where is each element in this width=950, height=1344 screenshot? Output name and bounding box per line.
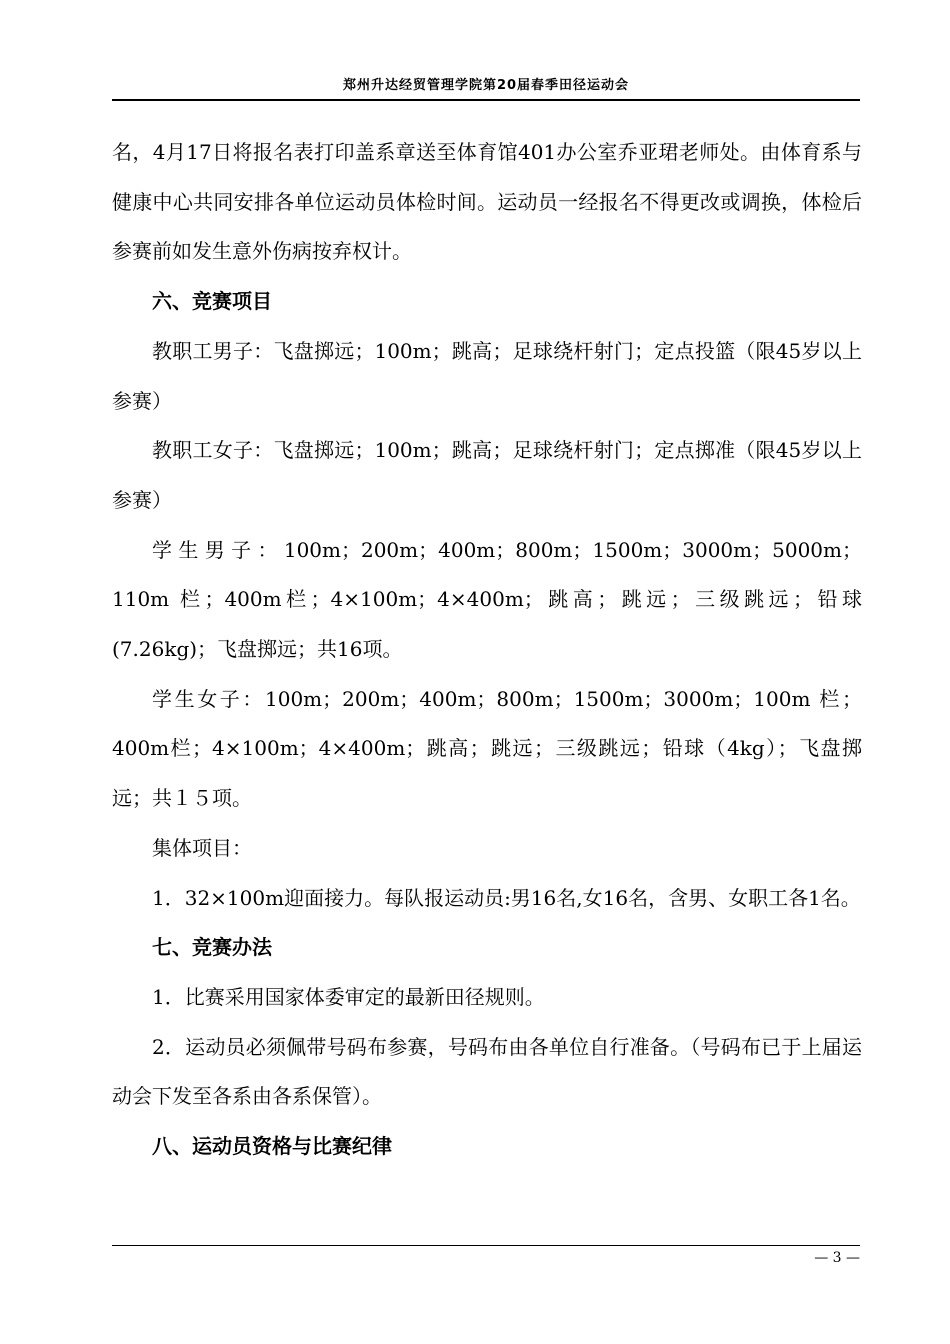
- section-heading: 六、竞赛项目: [152, 289, 272, 314]
- header-rule: [112, 99, 860, 101]
- page-number: — 3 —: [814, 1250, 860, 1266]
- paragraph: 集体项目：: [152, 835, 252, 860]
- footer-rule: [112, 1245, 860, 1246]
- paragraph: 名，4月17日将报名表打印盖系章送至体育馆401办公室乔亚珺老师处。由体育系与健康中心共同安排各单位运动员体检时间。运动员一经报名不得更改或调换，体检后参赛前如发生意外伤病按弃权计。: [112, 140, 862, 264]
- paragraph: 教职工女子：飞盘掷远；100m；跳高；足球绕杆射门；定点掷准（限45岁以上参赛）: [112, 438, 862, 512]
- paragraph: 教职工男子：飞盘掷远；100m；跳高；足球绕杆射门；定点投篮（限45岁以上参赛）: [112, 338, 862, 413]
- section-heading: 八、运动员资格与比赛纪律: [152, 1134, 392, 1159]
- paragraph: 1．32×100m迎面接力。每队报运动员:男16名,女16名，含男、女职工各1名。: [152, 885, 861, 910]
- paragraph: 2．运动员必须佩带号码布参赛，号码布由各单位自行准备。（号码布已于上届运动会下发至各系由各系保管）。: [112, 1034, 862, 1109]
- document-body: [112, 128, 862, 1172]
- paragraph: 学生女子：100m；200m；400m；800m；1500m；3000m；100m 栏；400m栏；4×100m；4×400m；跳高；跳远；三级跳远；铅球（4kg）；飞盘掷远；共１５项。: [112, 686, 862, 811]
- paragraph: 学生男子：100m；200m；400m；800m；1500m；3000m；5000m；110m 栏；400m栏；4×100m；4×400m；跳高；跳远；三级跳远；铅球(7.26kg)；飞盘掷远；共16项。: [112, 537, 862, 662]
- paragraph: 1．比赛采用国家体委审定的最新田径规则。: [152, 984, 545, 1009]
- running-header: 郑州升达经贸管理学院第20届春季田径运动会: [342, 78, 630, 93]
- section-heading: 七、竞赛办法: [152, 935, 272, 960]
